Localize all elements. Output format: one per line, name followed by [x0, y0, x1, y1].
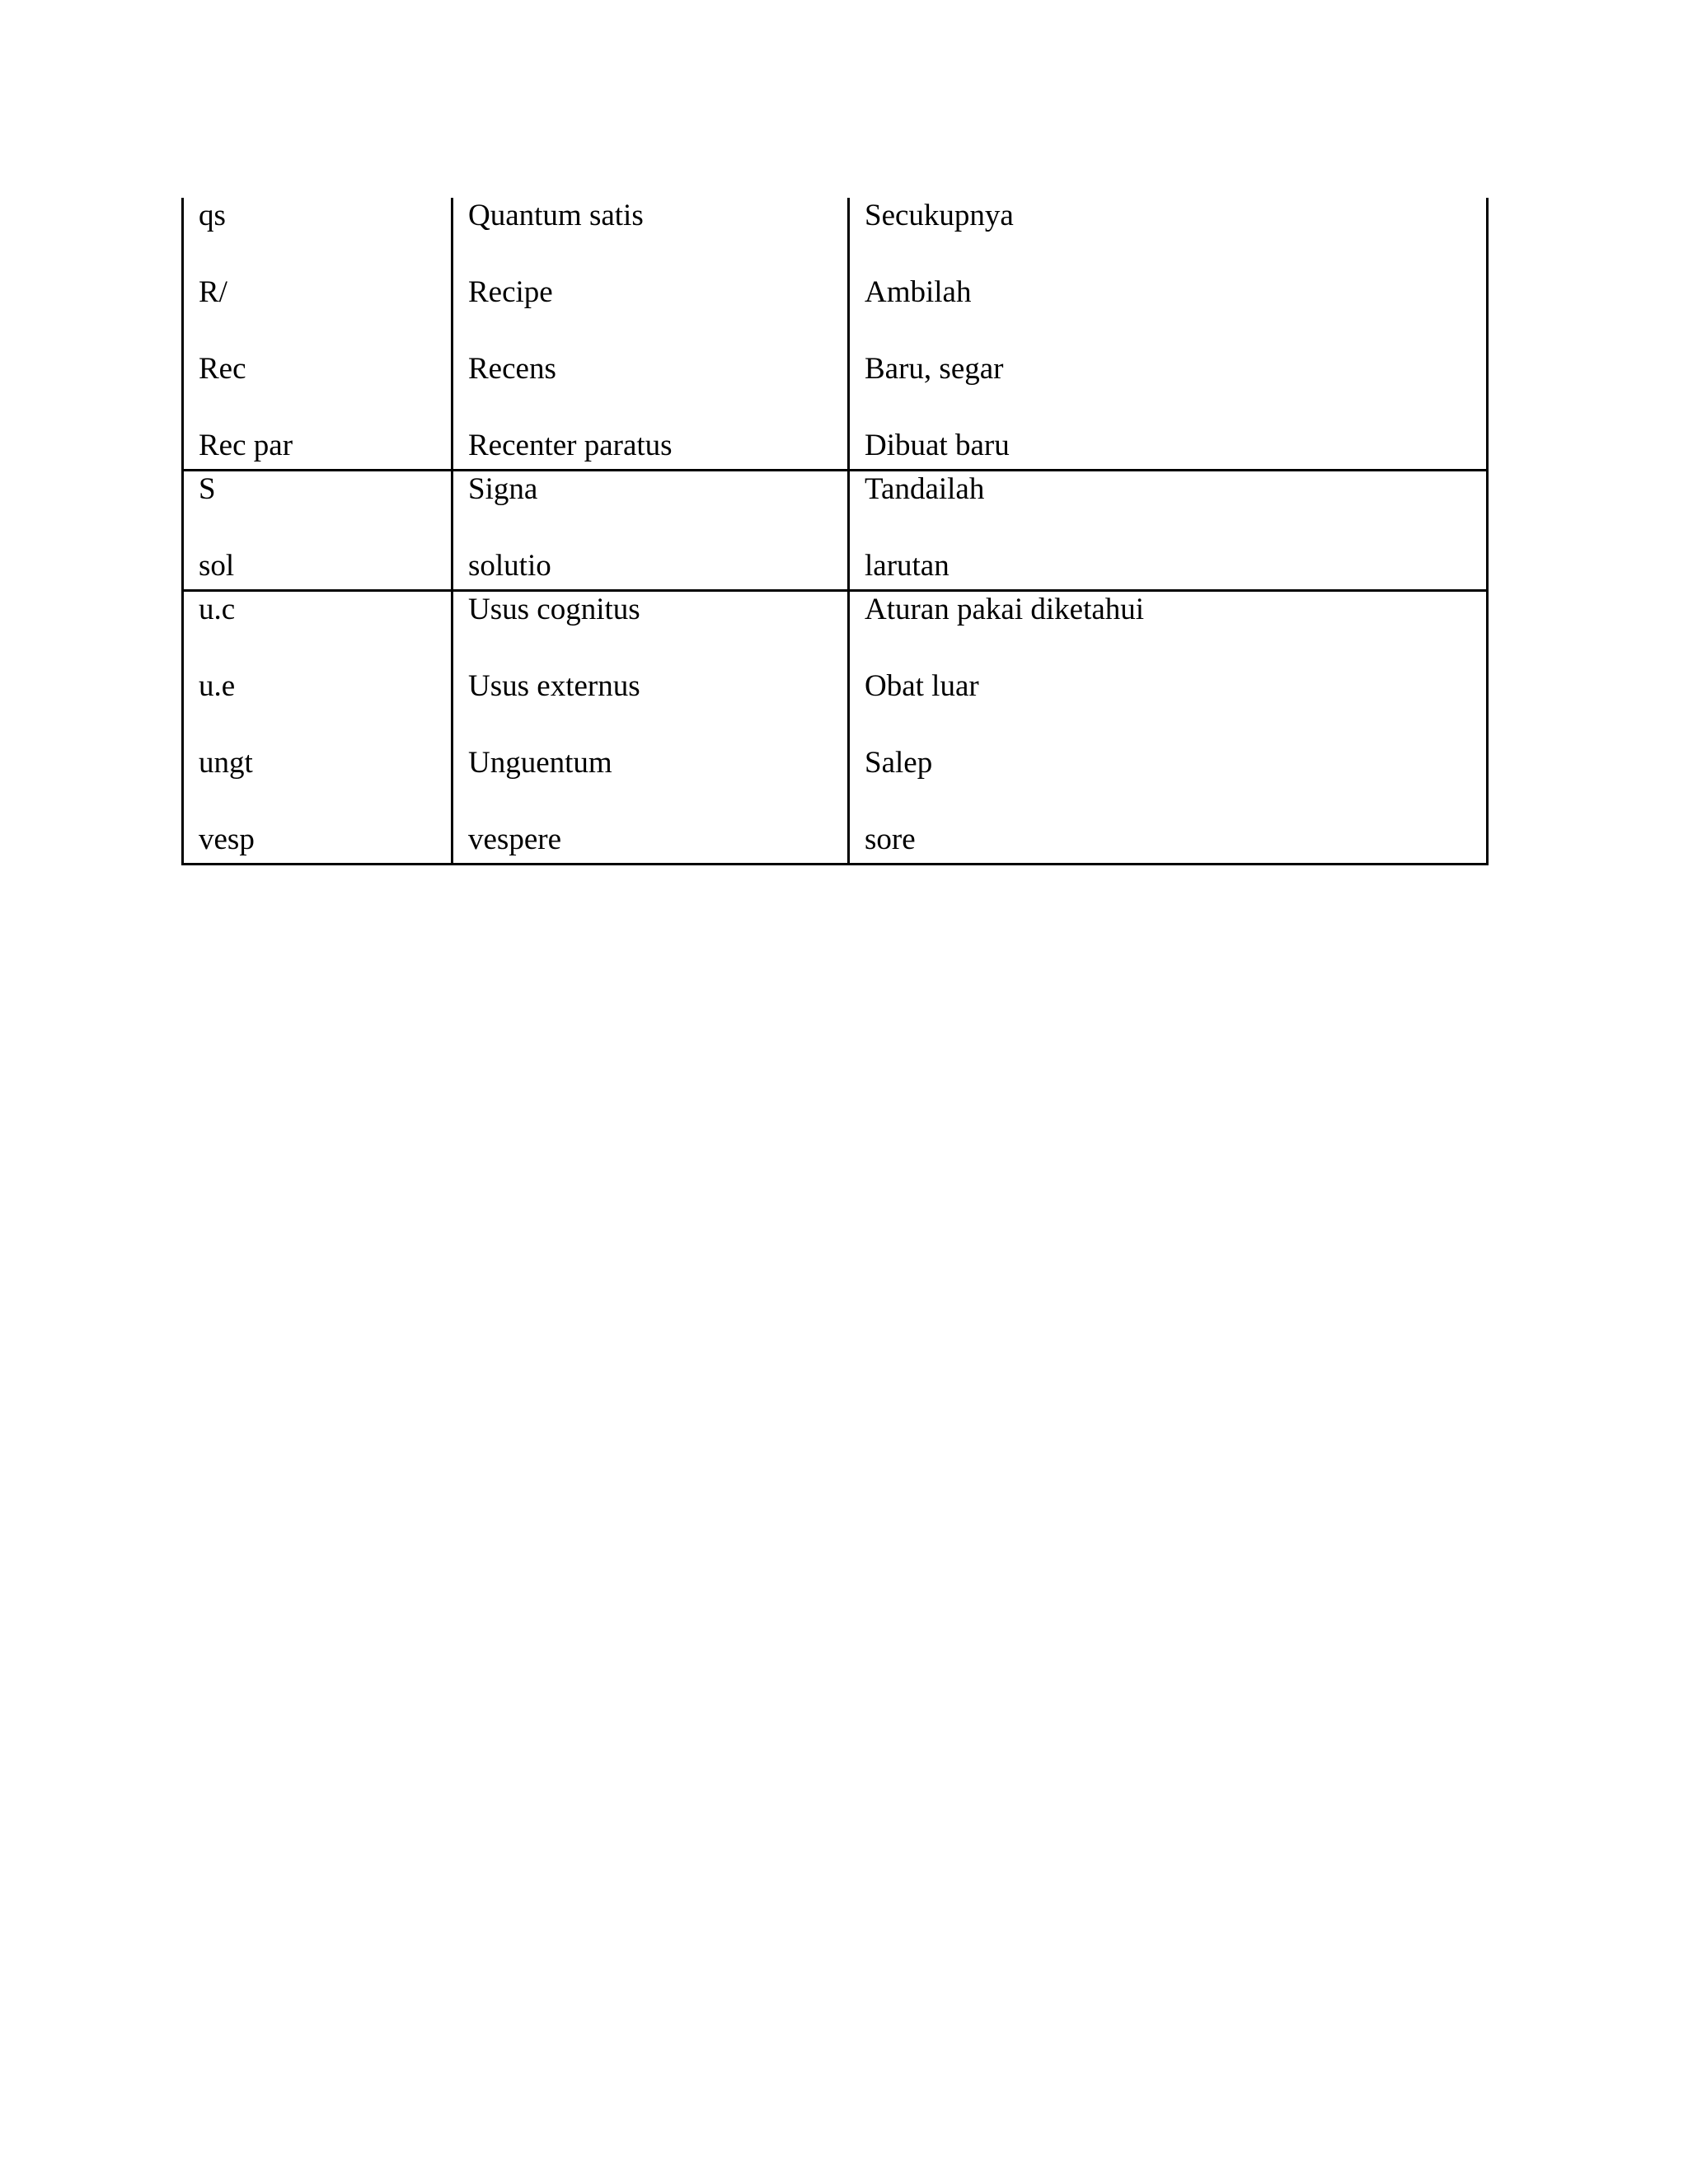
table-row — [184, 548, 1486, 589]
table-row — [184, 351, 1486, 428]
abbreviation-cell: R/ — [184, 274, 453, 351]
latin-term-cell: Usus externus — [453, 668, 850, 745]
meaning-cell: Secukupnya — [865, 199, 1014, 232]
table-row — [184, 428, 1486, 469]
table-row — [184, 822, 1486, 863]
table-row-group — [181, 471, 1489, 592]
abbreviation-cell: u.c — [184, 592, 453, 668]
latin-term-cell: solutio — [453, 548, 850, 589]
table-row — [184, 668, 1486, 745]
table-row — [184, 592, 1486, 668]
abbreviation-cell: S — [184, 471, 453, 548]
abbreviation-cell: qs — [184, 198, 453, 274]
abbreviation-cell: ungt — [184, 745, 453, 822]
abbreviation-cell: Rec par — [184, 428, 453, 469]
abbreviation-cell: vesp — [184, 822, 453, 863]
table-row — [184, 745, 1486, 822]
meaning-cell: Baru, segar — [865, 352, 1004, 386]
table-row — [184, 198, 1486, 274]
abbreviation-cell: sol — [184, 548, 453, 589]
latin-term-cell: Recenter paratus — [453, 428, 850, 469]
meaning-cell: Obat luar — [865, 669, 979, 703]
table-row — [184, 274, 1486, 351]
table-row-group — [181, 198, 1489, 471]
latin-term-cell: Quantum satis — [453, 198, 850, 274]
meaning-cell: larutan — [865, 549, 950, 583]
abbreviation-table — [181, 198, 1489, 865]
latin-term-cell: Recipe — [453, 274, 850, 351]
meaning-cell: Ambilah — [865, 275, 972, 309]
table-row-group — [181, 592, 1489, 865]
table-row — [184, 471, 1486, 548]
latin-term-cell: vespere — [453, 822, 850, 863]
meaning-cell: Salep — [865, 746, 933, 780]
latin-term-cell: Usus cognitus — [453, 592, 850, 668]
meaning-cell: Aturan pakai diketahui — [865, 593, 1145, 626]
latin-term-cell: Recens — [453, 351, 850, 428]
latin-term-cell: Signa — [453, 471, 850, 548]
latin-term-cell: Unguentum — [453, 745, 850, 822]
meaning-cell: sore — [865, 823, 916, 856]
meaning-cell: Tandailah — [865, 472, 985, 506]
meaning-cell: Dibuat baru — [865, 429, 1010, 462]
abbreviation-cell: Rec — [184, 351, 453, 428]
abbreviation-cell: u.e — [184, 668, 453, 745]
